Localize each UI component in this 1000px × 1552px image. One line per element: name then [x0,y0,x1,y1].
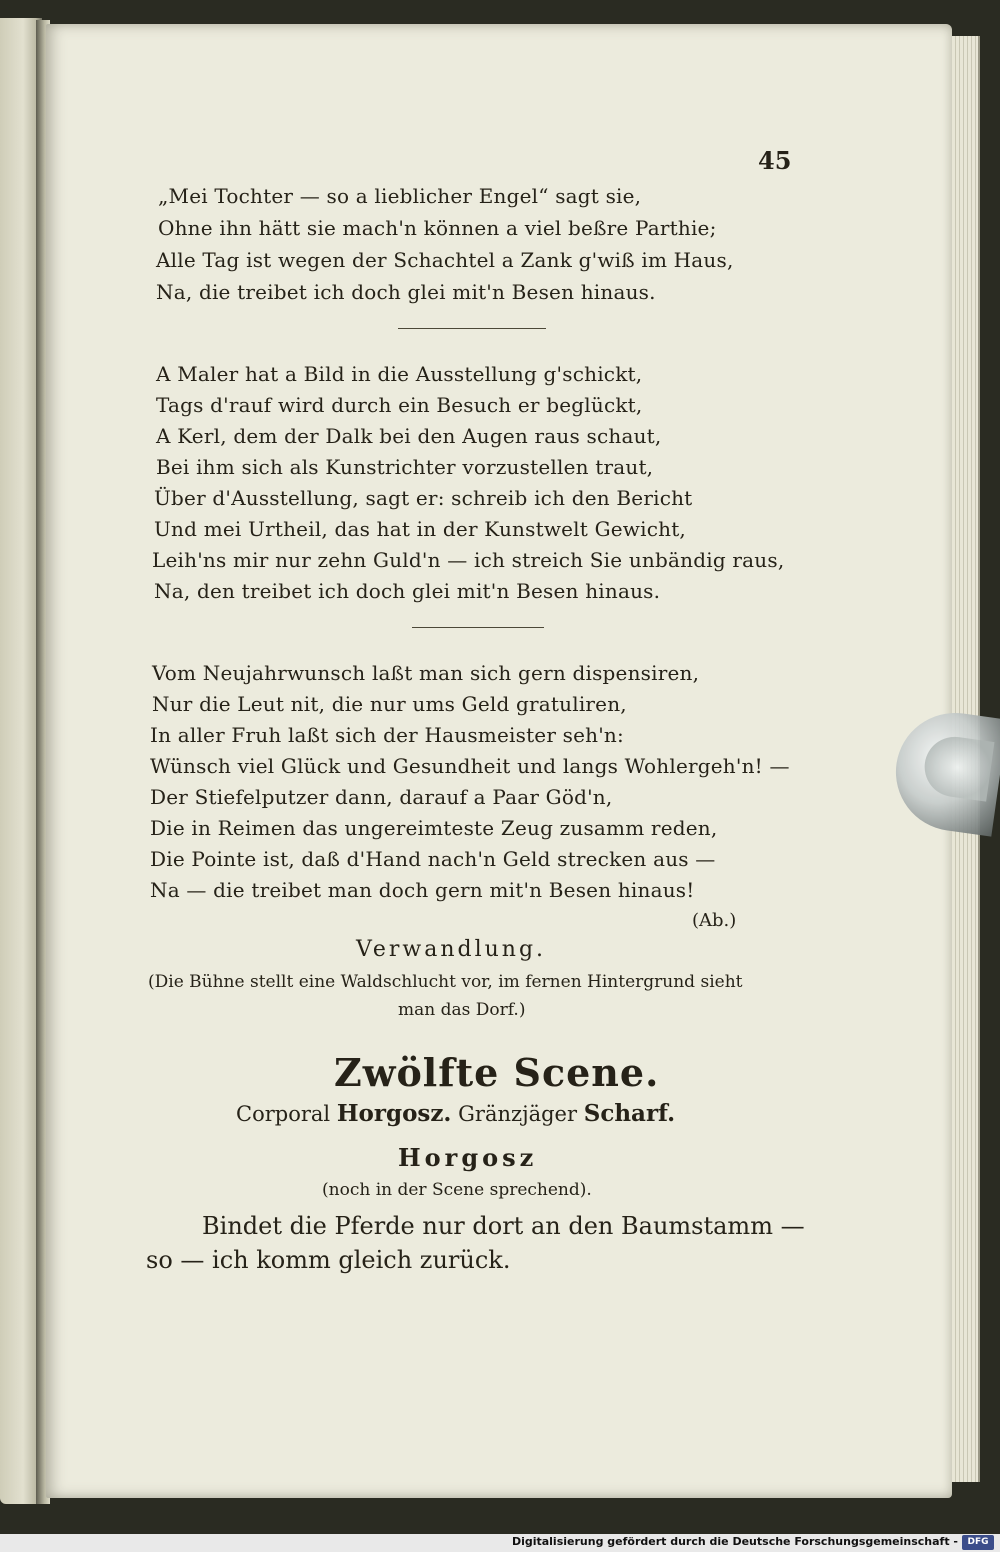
section-divider [398,328,546,329]
verse-line: Tags d'rauf wird durch ein Besuch er beglückt, [156,393,643,417]
character-rank: Gränzjäger [458,1102,578,1126]
stage-direction: man das Dorf.) [398,1000,526,1020]
verse-line: Alle Tag ist wegen der Schachtel a Zank g'wiß im Haus, [156,248,734,272]
stage-direction: (Die Bühne stellt eine Waldschlucht vor, im fernen Hintergrund sieht [148,972,743,992]
character-name: Scharf. [583,1100,676,1127]
verse-line: In aller Fruh laßt sich der Hausmeister seh'n: [150,723,624,747]
verse-line: Und mei Urtheil, das hat in der Kunstwelt Gewicht, [154,517,686,541]
verse-line: Nur die Leut nit, die nur ums Geld gratuliren, [152,692,627,716]
character-rank: Corporal [236,1102,331,1126]
speech-line: Bindet die Pferde nur dort an den Baumstamm — [202,1212,805,1240]
page-number: 45 [758,146,792,175]
verse-line: Ohne ihn hätt sie mach'n können a viel beßre Parthie; [158,216,717,240]
verse-line: „Mei Tochter — so a lieblicher Engel“ sagt sie, [158,184,642,208]
verse-line: Vom Neujahrwunsch laßt man sich gern dispensiren, [152,661,700,685]
speaker-name: Horgosz [398,1143,538,1172]
verse-line: Leih'ns mir nur zehn Guld'n — ich streich Sie unbändig raus, [152,548,785,572]
verse-line: Wünsch viel Glück und Gesundheit und langs Wohlergeh'n! — [150,754,790,778]
character-name: Horgosz. [336,1100,452,1127]
character-list [236,1100,675,1127]
verse-line: Bei ihm sich als Kunstrichter vorzustellen traut, [156,455,654,479]
verse-line: Die in Reimen das ungereimteste Zeug zusamm reden, [150,816,718,840]
speech-line: so — ich komm gleich zurück. [146,1246,511,1274]
verse-line: A Kerl, dem der Dalk bei den Augen raus schaut, [156,424,662,448]
speaker-direction: (noch in der Scene sprechend). [322,1180,592,1200]
verse-line: Die Pointe ist, daß d'Hand nach'n Geld strecken aus — [150,847,716,871]
footer-credit: Digitalisierung gefördert durch die Deutsche Forschungsgemeinschaft - [511,1535,958,1548]
verse-line: Über d'Ausstellung, sagt er: schreib ich den Bericht [154,486,693,510]
verse-line: Na, die treibet ich doch glei mit'n Besen hinaus. [156,280,656,304]
section-divider [412,627,544,628]
verse-line: Der Stiefelputzer dann, darauf a Paar Göd'n, [150,785,613,809]
exit-direction: (Ab.) [692,910,737,931]
verse-line: Na, den treibet ich doch glei mit'n Besen hinaus. [154,579,661,603]
scene-change-heading: Verwandlung. [356,937,547,962]
verse-line: A Maler hat a Bild in die Ausstellung g'schickt, [156,362,643,386]
dfg-logo: DFG [962,1535,994,1550]
verse-line: Na — die treibet man doch gern mit'n Besen hinaus! [150,878,695,902]
footer-bar [0,1534,1000,1552]
scene-title: Zwölfte Scene. [334,1050,660,1095]
